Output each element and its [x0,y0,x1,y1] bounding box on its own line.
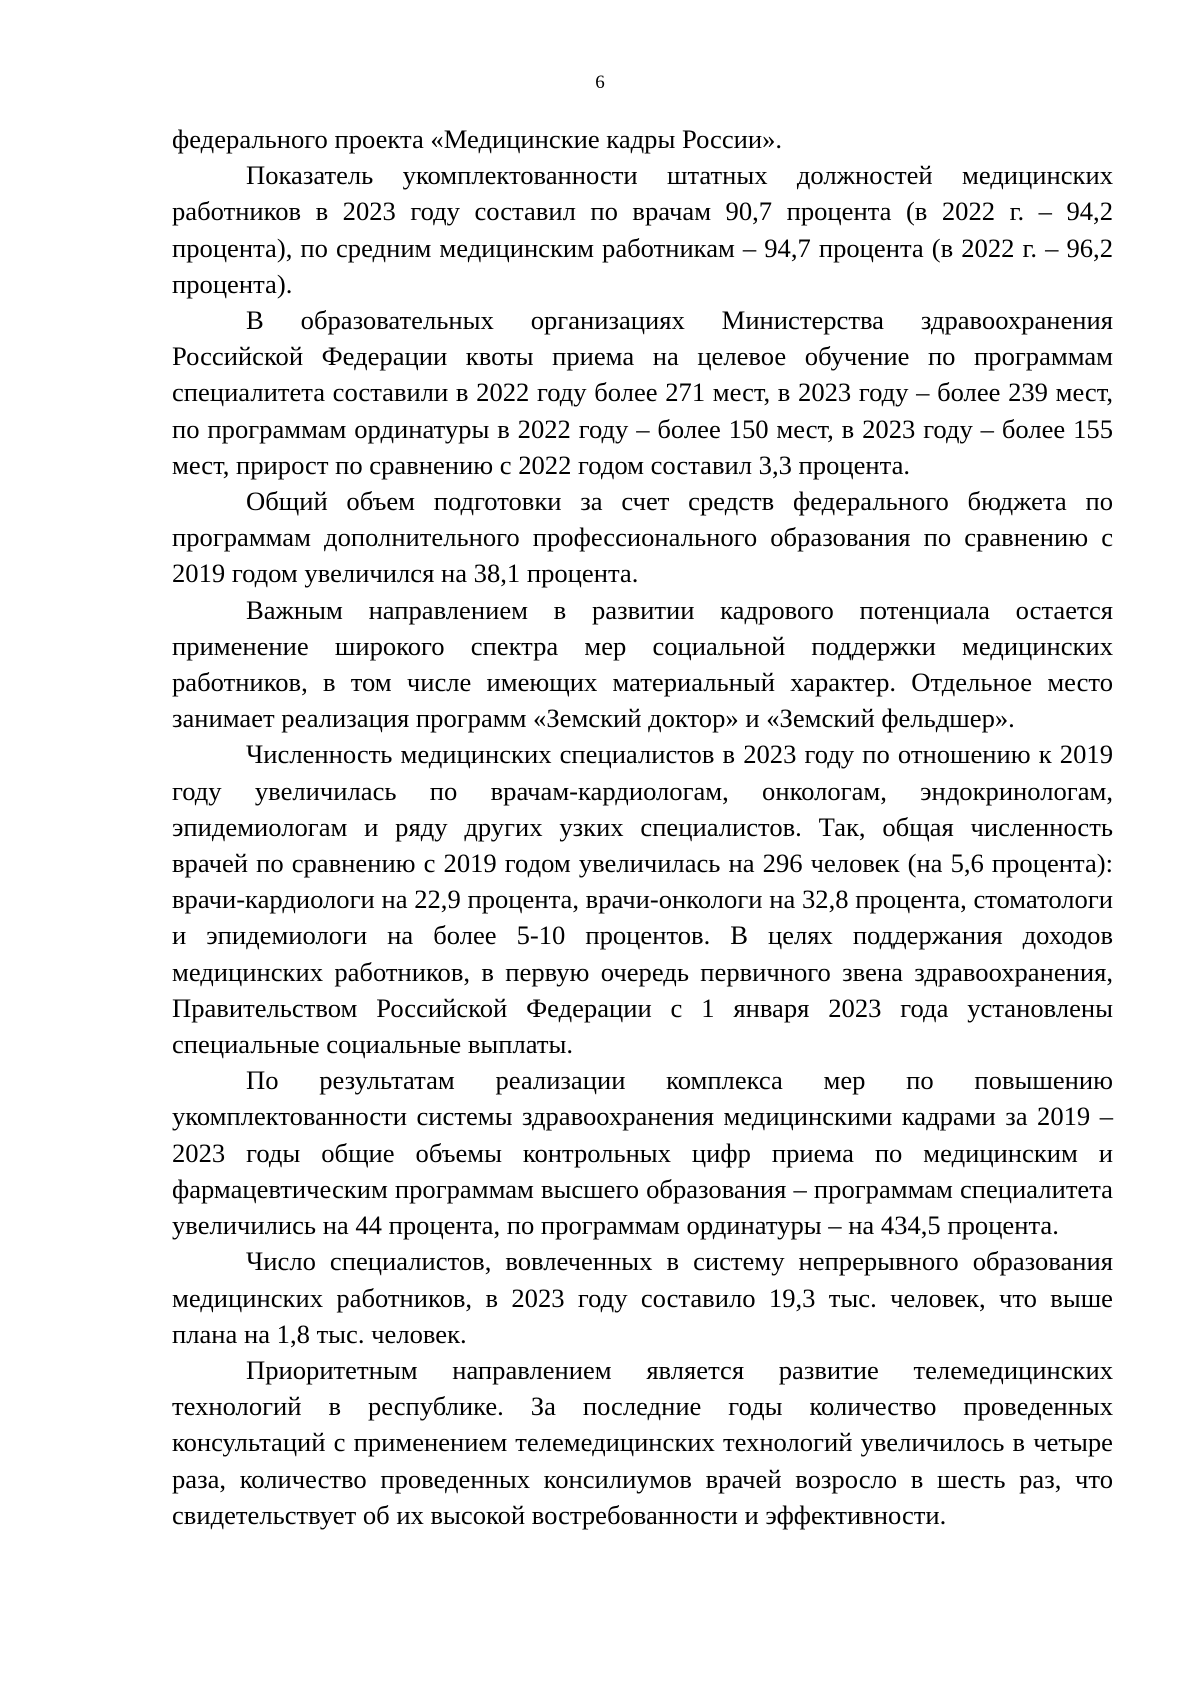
page-number: 6 [595,72,605,93]
paragraph: Приоритетным направлением является развитие телемедицинских технологий в республике. За последние годы количество проведенных консультаций с применением телемедицинских технологий увеличилось в четыре раза, количество проведенных консилиумов врачей возросло в шесть раз, что свидетельствует об их высокой востребованности и эффективности. [172,1354,1113,1530]
paragraph: Общий объем подготовки за счет средств федерального бюджета по программам дополнительного профессионального образования по сравнению с 2019 годом увеличился на 38,1 процента. [172,486,1113,589]
paragraph: В образовательных организациях Министерства здравоохранения Российской Федерации квоты приема на целевое обучение по программам специалитета составили в 2022 году более 271 мест, в 2023 году – более 239 мест, по программам ординатуры в 2022 году – более 150 мест, в 2023 году – более 155 мест, прирост по сравнению с 2022 годом составил 3,3 процента. [172,305,1113,480]
paragraph-continuation: федерального проекта «Медицинские кадры России». [172,124,783,154]
paragraph: Численность медицинских специалистов в 2023 году по отношению к 2019 году увеличилась по врачам-кардиологам, онкологам, эндокринологам, эпидемиологам и ряду других узких специалистов. Так, общая численность врачей по сравнению с 2019 годом увеличилась на 296 человек (на 5,6 процента): врачи-кардиологи на 22,9 процента, врачи-онкологи на 32,8 процента, стоматологи и эпидемиологи на более 5-10 процентов. В целях поддержания доходов медицинских работников, в первую очередь первичного звена здравоохранения, Правительством Российской Федерации с 1 января 2023 года установлены специальные социальные выплаты. [172,739,1113,1060]
paragraph: Показатель укомплектованности штатных должностей медицинских работников в 2023 году составил по врачам 90,7 процента (в 2022 г. – 94,2 процента), по средним медицинским работникам – 94,7 процента (в 2022 г. – 96,2 процента). [172,160,1113,299]
document-body [172,121,1113,1533]
paragraph: По результатам реализации комплекса мер по повышению укомплектованности системы здравоохранения медицинскими кадрами за 2019 – 2023 годы общие объемы контрольных цифр приема по медицинским и фармацевтическим программам высшего образования – программам специалитета увеличились на 44 процента, по программам ординатуры – на 434,5 процента. [172,1065,1113,1241]
paragraph: Число специалистов, вовлеченных в систему непрерывного образования медицинских работников, в 2023 году составило 19,3 тыс. человек, что выше плана на 1,8 тыс. человек. [172,1246,1113,1349]
paragraph: Важным направлением в развитии кадрового потенциала остается применение широкого спектра мер социальной поддержки медицинских работников, в том числе имеющих материальный характер. Отдельное место занимает реализация программ «Земский доктор» и «Земский фельдшер». [172,594,1113,734]
